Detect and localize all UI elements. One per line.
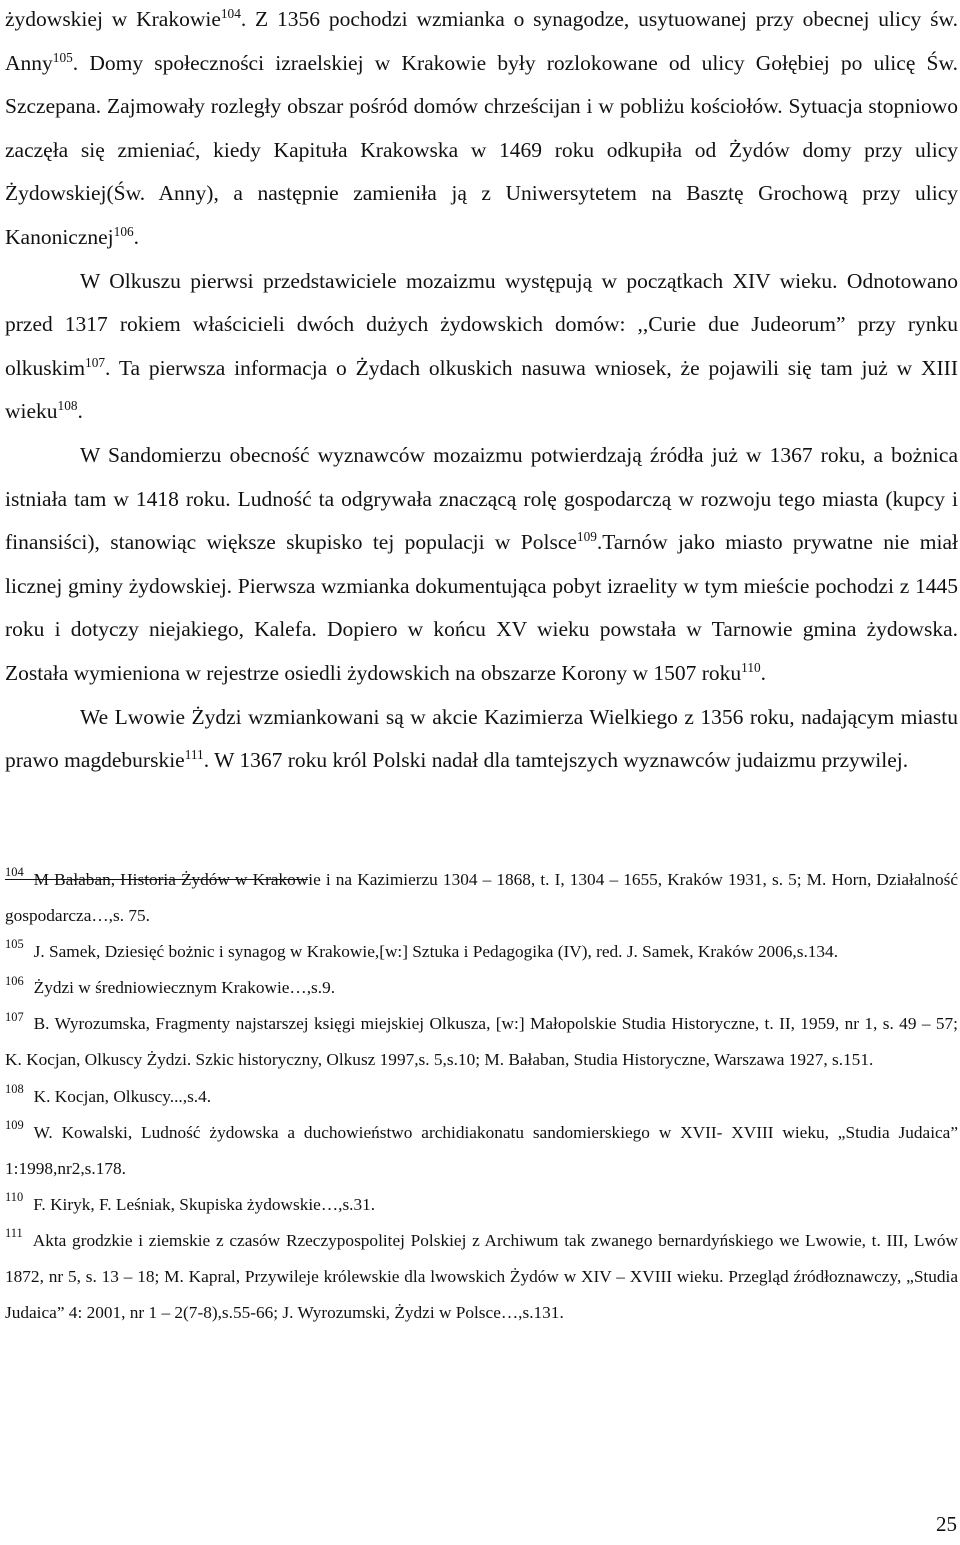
footnote-number: 108 bbox=[5, 1081, 24, 1096]
footnote bbox=[5, 970, 958, 1006]
footnote-reference: 110 bbox=[741, 659, 761, 675]
text-run: . W 1367 roku król Polski nadał dla tamtejszych wyznawców judaizmu przywilej. bbox=[203, 748, 909, 773]
body-paragraph bbox=[5, 434, 958, 696]
footnote-text: F. Kiryk, F. Leśniak, Skupiska żydowskie…,s.31. bbox=[33, 1194, 376, 1214]
footnote-number: 107 bbox=[5, 1009, 24, 1024]
footnote-text: B. Wyrozumska, Fragmenty najstarszej księgi miejskiej Olkusza, [w:] Małopolskie Studia Historyczne, t. II, 1959, nr 1, s. 49 – 57; K. Kocjan, Olkuscy Żydzi. Szkic historyczny, Olkusz 1997,s. 5,s.10; M. Bałaban, Studia Historyczne, Warszawa 1927, s.151. bbox=[5, 1014, 958, 1070]
footnote bbox=[5, 1115, 958, 1187]
footnote-text: W. Kowalski, Ludność żydowska a duchowieństwo archidiakonatu sandomierskiego w XVII- XVIII wieku, „Studia Judaica” 1:1998,nr2,s.178. bbox=[5, 1122, 958, 1178]
footnote-number: 106 bbox=[5, 973, 24, 988]
text-run: . bbox=[77, 399, 83, 424]
footnote bbox=[5, 1006, 958, 1078]
text-run: We Lwowie Żydzi wzmiankowani są w akcie Kazimierza Wielkiego z 1356 roku, nadającym miastu prawo magdeburskie bbox=[5, 704, 958, 773]
text-run: W Olkuszu pierwsi przedstawiciele mozaizmu występują w początkach XIV wieku. Odnotowano przed 1317 rokiem właścicieli dwóch dużych żydowskich domów: ,,Curie due Judeorum” przy rynku olkuskim bbox=[5, 268, 958, 380]
text-run: .Tarnów jako miasto prywatne nie miał licznej gminy żydowskiej. Pierwsza wzmianka dokumentująca pobyt izraelity w tym mieście pochodzi z 1445 roku i dotyczy niejakiego, Kalefa. Dopiero w końcu XV wieku powstała w Tarnowie gmina żydowska. Została wymieniona w rejestrze osiedli żydowskich na obszarze Korony w 1507 roku bbox=[5, 530, 958, 685]
footnote-number: 109 bbox=[5, 1117, 24, 1132]
footnote-text: J. Samek, Dziesięć bożnic i synagog w Krakowie,[w:] Sztuka i Pedagogika (IV), red. J. Samek, Kraków 2006,s.134. bbox=[33, 942, 839, 962]
text-run: . Z 1356 pochodzi wzmianka o synagodze, usytuowanej przy obecnej ulicy św. Anny bbox=[5, 7, 958, 75]
text-run: żydowskiej w Krakowie bbox=[5, 7, 221, 31]
footnote bbox=[5, 1187, 958, 1223]
footnote-number: 110 bbox=[5, 1190, 24, 1205]
footnote-reference: 105 bbox=[52, 49, 73, 65]
footnote-reference: 111 bbox=[184, 746, 204, 762]
footnote-reference: 107 bbox=[85, 354, 106, 370]
text-run: . Ta pierwsza informacja o Żydach olkuskich nasuwa wniosek, że pojawili się tam już w XIII wieku bbox=[5, 355, 958, 424]
footnote-reference: 108 bbox=[57, 398, 78, 414]
text-run: . Domy społeczności izraelskiej w Krakowie były rozlokowane od ulicy Gołębiej po ulicę Św. Szczepana. Zajmowały rozległy obszar pośród domów chrześcijan i w pobliżu kościołów. Sytuacja stopniowo zaczęła się zmieniać, kiedy Kapituła Krakowska w 1469 roku odkupiła od Żydów domy przy ulicy Żydowskiej(Św. Anny), a następnie zamieniła ją z Uniwersytetem na Basztę Grochową przy ulicy Kanonicznej bbox=[5, 50, 958, 249]
footnote-text: K. Kocjan, Olkuscy...,s.4. bbox=[33, 1086, 212, 1106]
footnote-number: 111 bbox=[5, 1226, 23, 1241]
footnote-reference: 106 bbox=[113, 223, 134, 239]
text-run: W Sandomierzu obecność wyznawców mozaizmu potwierdzają źródła już w 1367 roku, a bożnica istniała tam w 1418 roku. Ludność ta odgrywała znaczącą rolę gospodarczą w rozwoju tego miasta (kupcy i finansiści), stanowiąc większe skupisko tej populacji w Polsce bbox=[5, 442, 958, 555]
footnote bbox=[5, 1223, 958, 1331]
footnote-text: Akta grodzkie i ziemskie z czasów Rzeczypospolitej Polskiej z Archiwum tak zwanego bernardyńskiego we Lwowie, t. III, Lwów 1872, nr 5, s. 13 – 18; M. Kapral, Przywileje królewskie dla lwowskich Żydów w XIV – XVIII wieku. Przegląd źródłoznawczy, „Studia Judaica” 4: 2001, nr 1 – 2(7-8),s.55-66; J. Wyrozumski, Żydzi w Polsce…,s.131. bbox=[5, 1230, 958, 1323]
footnote-number: 105 bbox=[5, 937, 24, 952]
text-run: . bbox=[760, 660, 767, 685]
body-paragraph bbox=[5, 696, 958, 783]
footnote-reference: 109 bbox=[576, 528, 597, 544]
footnote-text: M Bałaban, Historia Żydów w Krakowie i na Kazimierzu 1304 – 1868, t. I, 1304 – 1655, Kraków 1931, s. 5; M. Horn, Działalność gospodarcza…,s. 75. bbox=[5, 870, 958, 926]
footnote bbox=[5, 1079, 958, 1115]
text-run: . bbox=[133, 224, 140, 249]
footnote bbox=[5, 862, 958, 934]
footnote-reference: 104 bbox=[220, 5, 241, 21]
footnote-number: 104 bbox=[5, 865, 24, 880]
body-text bbox=[5, 0, 958, 783]
footnote bbox=[5, 934, 958, 970]
page-number: 25 bbox=[936, 1512, 957, 1536]
footnotes bbox=[5, 862, 958, 1331]
body-paragraph bbox=[5, 0, 958, 260]
footnote-text: Żydzi w średniowiecznym Krakowie…,s.9. bbox=[33, 978, 336, 998]
body-paragraph bbox=[5, 260, 958, 434]
